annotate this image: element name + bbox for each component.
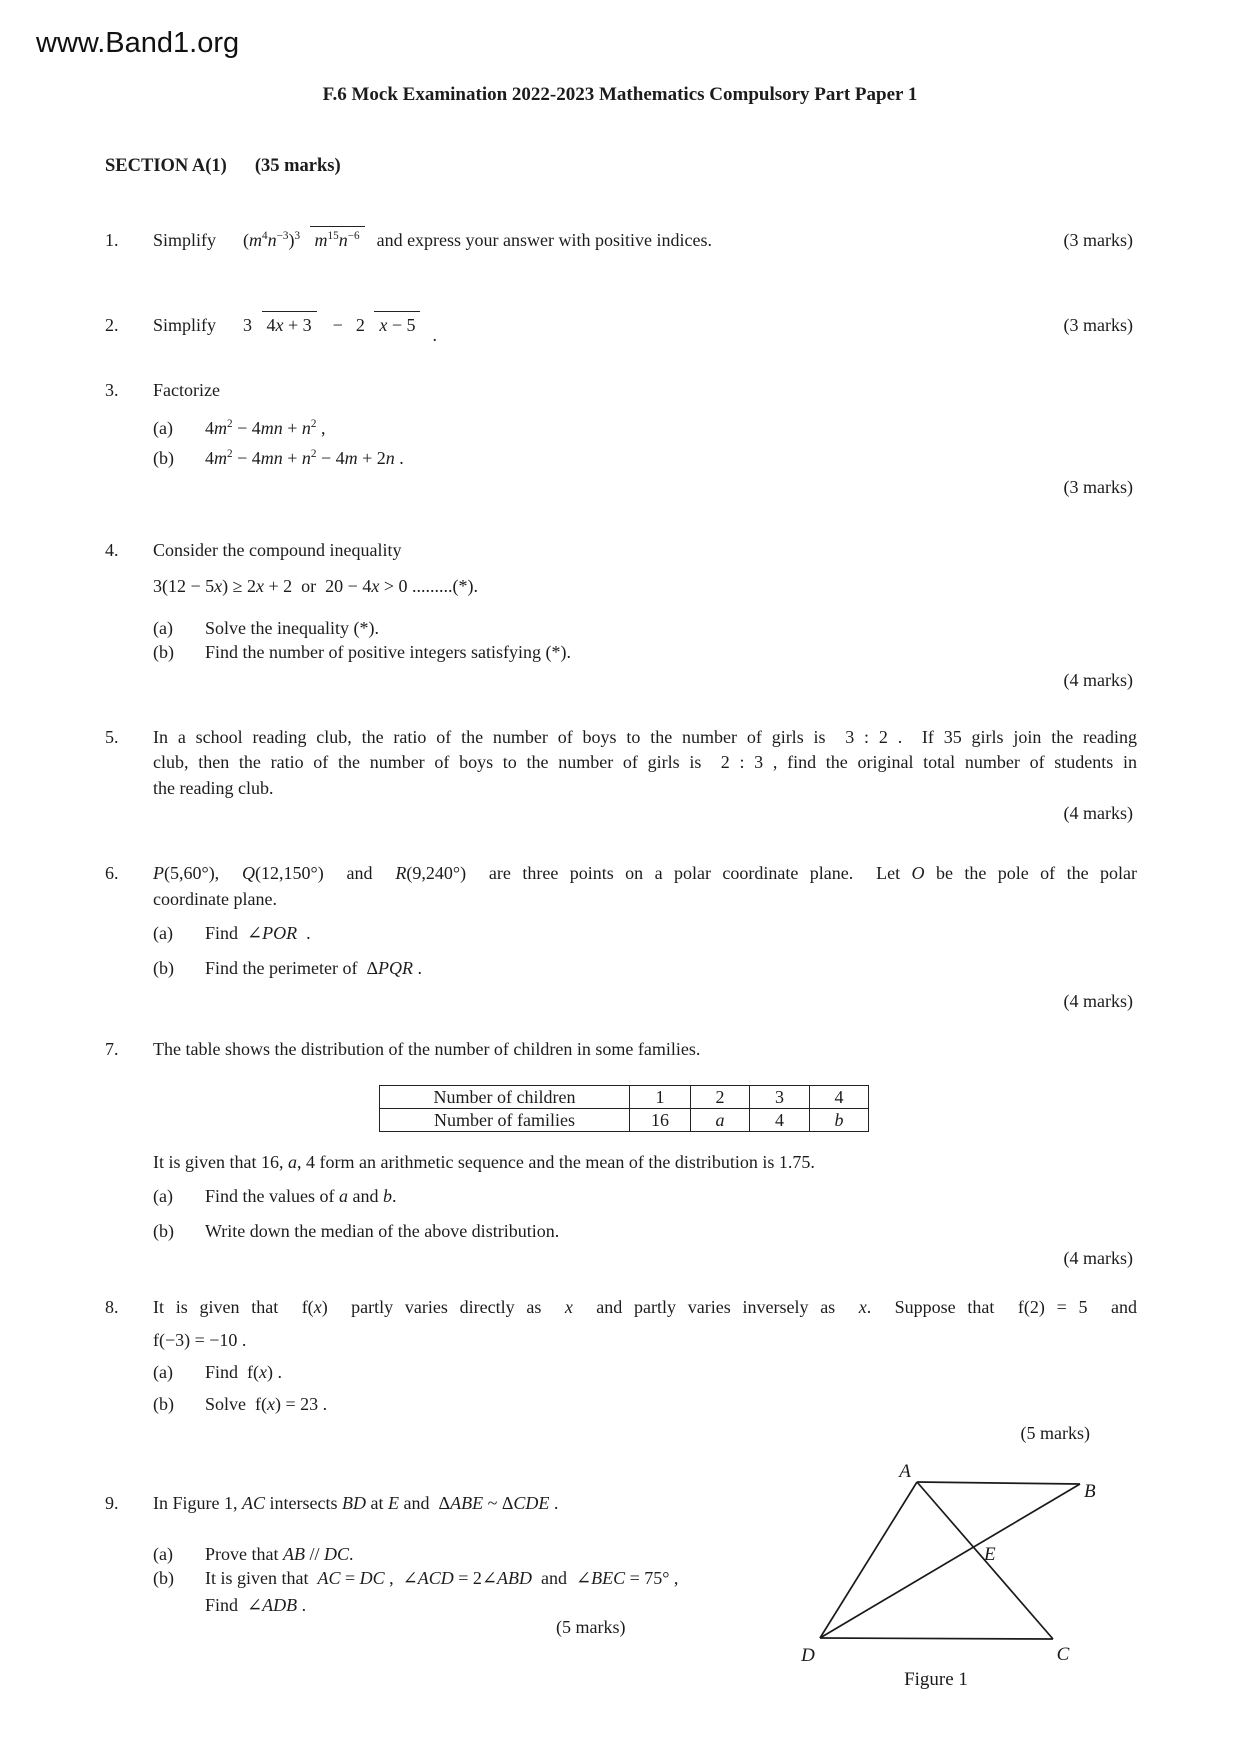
section-marks: (35 marks) bbox=[254, 156, 341, 176]
q4-part-a bbox=[153, 616, 379, 640]
q3-title: Factorize bbox=[153, 380, 220, 400]
q7-a-text: Find the values of a and b. bbox=[205, 1186, 397, 1206]
q2-fraction-2-denominator: x − 5 bbox=[374, 311, 420, 336]
q1-text-pre: Simplify bbox=[153, 229, 217, 250]
q8-a-text: Find f(x) . bbox=[205, 1362, 282, 1382]
q9-part-b bbox=[153, 1566, 678, 1590]
q6-number: 6. bbox=[105, 863, 119, 883]
table-cell: b bbox=[810, 1109, 869, 1132]
q3-number: 3. bbox=[105, 380, 119, 400]
q9-a-text: Prove that AB // DC. bbox=[205, 1544, 354, 1564]
q4-b-text: Find the number of positive integers satisfying (*). bbox=[205, 642, 571, 662]
q7-marks: (4 marks) bbox=[1063, 1248, 1133, 1268]
q8-number: 8. bbox=[105, 1297, 119, 1317]
q7-part-b bbox=[153, 1219, 559, 1243]
q6-b-label: (b) bbox=[153, 958, 174, 978]
q8-part-b bbox=[153, 1392, 327, 1416]
q2-text-pre: Simplify bbox=[153, 314, 217, 335]
table-cell: 4 bbox=[810, 1086, 869, 1109]
q2-fraction-1-denominator: 4x + 3 bbox=[262, 311, 317, 336]
site-watermark: www.Band1.org bbox=[36, 27, 240, 59]
q8-a-label: (a) bbox=[153, 1362, 173, 1382]
q4-inequality: 3(12 − 5x) ≥ 2x + 2 or 20 − 4x > 0 .........(*). bbox=[153, 576, 478, 596]
q2-marks: (3 marks) bbox=[1063, 314, 1133, 335]
q2-fraction-1-numerator: 3 bbox=[243, 314, 253, 335]
q9-a-label: (a) bbox=[153, 1544, 173, 1564]
q8-line-1: It is given that f(x) partly varies directly as x and partly varies inversely as x. Suppose that f(2) = 5 and bbox=[153, 1297, 1137, 1317]
table-header-children: Number of children bbox=[380, 1086, 630, 1109]
q3-a-label: (a) bbox=[153, 418, 173, 438]
q6-part-b bbox=[153, 956, 422, 980]
vertex-label-D: D bbox=[801, 1645, 815, 1666]
q8-part-a bbox=[153, 1360, 282, 1384]
q9-part-a bbox=[153, 1542, 354, 1566]
q8-b-text: Solve f(x) = 23 . bbox=[205, 1394, 328, 1414]
q9-part-b-find: Find ∠ADB . bbox=[205, 1595, 307, 1615]
table-row-children bbox=[380, 1086, 869, 1109]
section-heading bbox=[105, 156, 341, 177]
line-AD bbox=[820, 1482, 917, 1638]
q6-marks: (4 marks) bbox=[1063, 991, 1133, 1011]
q2-period: . bbox=[432, 324, 437, 345]
q1-number: 1. bbox=[105, 229, 119, 250]
q9-b-label: (b) bbox=[153, 1568, 174, 1588]
q7-given: It is given that 16, a, 4 form an arithmetic sequence and the mean of the distribution is 1.75. bbox=[153, 1152, 815, 1172]
q6-line-1: P(5,60°), Q(12,150°) and R(9,240°) are three points on a polar coordinate plane. Let O be the pole of the polar bbox=[153, 863, 1137, 883]
line-DC bbox=[820, 1638, 1053, 1639]
q6-line-2: coordinate plane. bbox=[153, 889, 277, 909]
q2-fraction-2 bbox=[351, 315, 421, 336]
q1-text-post: and express your answer with positive indices. bbox=[376, 229, 713, 250]
q4-part-b bbox=[153, 640, 571, 664]
q9-marks: (5 marks) bbox=[556, 1617, 626, 1637]
q2-fraction-1 bbox=[238, 315, 317, 336]
vertex-label-E: E bbox=[984, 1544, 996, 1565]
q4-number: 4. bbox=[105, 540, 119, 560]
q8-b-label: (b) bbox=[153, 1394, 174, 1414]
q9-line-1: In Figure 1, AC intersects BD at E and ΔABE ~ ΔCDE . bbox=[153, 1493, 559, 1513]
q5-line-3: the reading club. bbox=[153, 778, 274, 798]
q6-b-text: Find the perimeter of ΔPQR . bbox=[205, 958, 423, 978]
vertex-label-A: A bbox=[899, 1461, 911, 1482]
q5-line-2: club, then the ratio of the number of boys to the number of girls is 2 : 3 , find the original total number of students in bbox=[153, 752, 1137, 772]
q7-b-text: Write down the median of the above distribution. bbox=[205, 1221, 560, 1241]
q4-b-label: (b) bbox=[153, 642, 174, 662]
q8-marks: (5 marks) bbox=[1020, 1423, 1090, 1443]
vertex-label-B: B bbox=[1084, 1481, 1096, 1502]
q1-fraction-numerator: $(m^4n^{-3})^3$ bbox=[243, 229, 301, 250]
q7-number: 7. bbox=[105, 1039, 119, 1059]
q2-minus-operator: − bbox=[332, 314, 343, 335]
q6-part-a bbox=[153, 921, 311, 945]
q7-a-label: (a) bbox=[153, 1186, 173, 1206]
figure-1-diagram bbox=[760, 1430, 1120, 1700]
q9-number: 9. bbox=[105, 1493, 119, 1513]
question-2 bbox=[105, 288, 1133, 362]
q3-marks: (3 marks) bbox=[1063, 477, 1133, 497]
table-cell: 4 bbox=[750, 1109, 810, 1132]
vertex-label-C: C bbox=[1056, 1644, 1070, 1665]
q8-line-2: f(−3) = −10 . bbox=[153, 1330, 247, 1350]
q4-a-text: Solve the inequality (*). bbox=[205, 618, 379, 638]
q5-number: 5. bbox=[105, 727, 119, 747]
q4-title: Consider the compound inequality bbox=[153, 540, 402, 560]
page-title: F.6 Mock Examination 2022-2023 Mathematics Compulsory Part Paper 1 bbox=[322, 84, 918, 105]
line-DB bbox=[820, 1484, 1080, 1638]
q6-a-label: (a) bbox=[153, 923, 173, 943]
question-1 bbox=[105, 203, 1133, 277]
q1-marks: (3 marks) bbox=[1063, 229, 1133, 250]
q7-b-label: (b) bbox=[153, 1221, 174, 1241]
table-cell: a bbox=[691, 1109, 750, 1132]
q3-b-label: (b) bbox=[153, 448, 174, 468]
q3-b-text: $4m^2 - 4mn + n^2 - 4m + 2n$ . bbox=[205, 448, 404, 468]
q4-marks: (4 marks) bbox=[1063, 670, 1133, 690]
table-row-families bbox=[380, 1109, 869, 1132]
q2-number: 2. bbox=[105, 314, 119, 335]
figure-lines bbox=[820, 1482, 1080, 1639]
q9-b-text: It is given that AC = DC , ∠ACD = 2∠ABD and ∠BEC = 75° , bbox=[205, 1568, 679, 1588]
q4-a-label: (a) bbox=[153, 618, 173, 638]
line-AB bbox=[917, 1482, 1080, 1484]
q1-fraction bbox=[238, 230, 365, 251]
q2-fraction-2-numerator: 2 bbox=[355, 314, 365, 335]
figure-caption: Figure 1 bbox=[904, 1669, 968, 1690]
q7-intro: The table shows the distribution of the number of children in some families. bbox=[153, 1039, 701, 1059]
q3-part-a bbox=[153, 416, 325, 440]
q5-marks: (4 marks) bbox=[1063, 803, 1133, 823]
q7-part-a bbox=[153, 1184, 396, 1208]
table-cell: 2 bbox=[691, 1086, 750, 1109]
q1-fraction-denominator: $m^{15}n^{-6}$ bbox=[310, 226, 365, 251]
q3-part-b bbox=[153, 446, 404, 470]
q5-line-1: In a school reading club, the ratio of the number of boys to the number of girls is 3 : 2 . If 35 girls join the reading bbox=[153, 727, 1137, 747]
q6-a-text: Find ∠POR . bbox=[205, 923, 311, 943]
q7-distribution-table bbox=[379, 1085, 869, 1132]
q3-a-text: $4m^2 - 4mn + n^2$ , bbox=[205, 418, 326, 438]
table-cell: 1 bbox=[630, 1086, 691, 1109]
section-title: SECTION A(1) bbox=[105, 156, 227, 176]
table-cell: 16 bbox=[630, 1109, 691, 1132]
table-header-families: Number of families bbox=[380, 1109, 630, 1132]
table-cell: 3 bbox=[750, 1086, 810, 1109]
